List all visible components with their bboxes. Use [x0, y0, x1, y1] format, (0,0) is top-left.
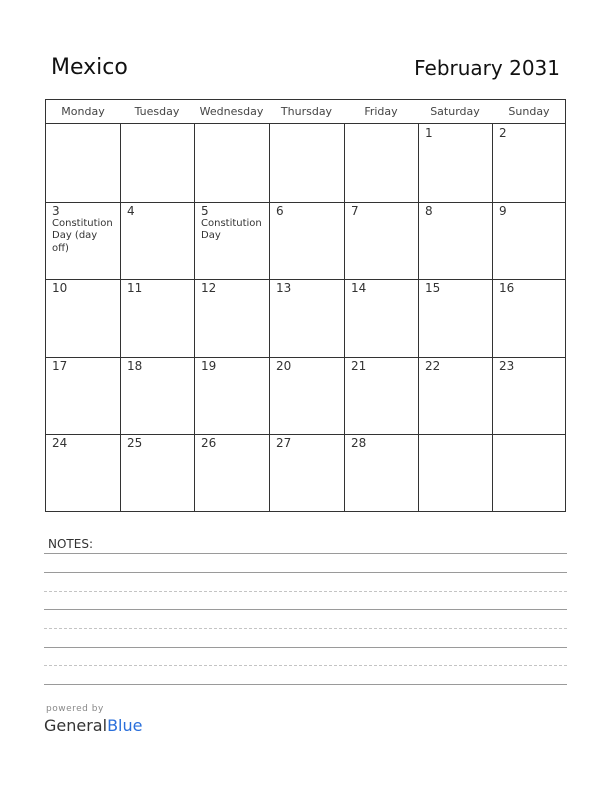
day-cell: [492, 357, 565, 435]
day-cell: [418, 279, 492, 357]
day-number: 7: [351, 203, 359, 218]
weekday-header: Thursday: [280, 105, 333, 118]
day-cell: [344, 434, 418, 512]
notes-label: NOTES:: [48, 537, 93, 551]
day-cell: [344, 202, 418, 280]
notes-line: [44, 572, 567, 573]
week-row: [46, 124, 565, 202]
notes-line: [44, 591, 567, 592]
day-cell: [418, 202, 492, 280]
week-row: [46, 434, 565, 512]
day-cell: [492, 202, 565, 280]
weekday-header: Tuesday: [134, 105, 180, 118]
brand-general: General: [44, 716, 108, 735]
day-number: 20: [276, 358, 292, 373]
day-cell: [46, 434, 120, 512]
day-number: 26: [201, 436, 217, 450]
day-cell: [344, 279, 418, 357]
day-cell: [120, 357, 194, 435]
day-number: 3: [52, 203, 60, 218]
day-number: 18: [127, 358, 143, 373]
day-number: 27: [276, 436, 292, 450]
day-cell: [269, 279, 344, 357]
day-cell: [194, 124, 269, 202]
notes-line: [44, 553, 567, 554]
day-cell: [120, 279, 194, 357]
holiday-note: Constitution Day (day off): [52, 217, 113, 254]
day-cell: [269, 357, 344, 435]
day-number: 4: [127, 203, 135, 218]
week-row: [46, 202, 565, 280]
day-cell: [46, 124, 120, 202]
notes-line: [44, 665, 567, 666]
weekday-header: Saturday: [430, 105, 480, 118]
country-title: Mexico: [51, 55, 128, 80]
day-cell: [269, 124, 344, 202]
day-cell: [194, 434, 269, 512]
day-number: 9: [499, 203, 507, 218]
day-number: 6: [276, 203, 284, 218]
day-number: 19: [201, 358, 217, 373]
day-number: 22: [425, 358, 441, 373]
day-cell: [344, 357, 418, 435]
day-number: 15: [425, 281, 441, 295]
day-cell: [492, 434, 565, 512]
weekday-header: Friday: [364, 105, 398, 118]
day-cell: [418, 124, 492, 202]
day-number: 23: [499, 358, 515, 373]
day-cell: [120, 202, 194, 280]
day-cell: [418, 434, 492, 512]
day-cell: [269, 434, 344, 512]
day-number: 21: [351, 358, 367, 373]
day-cell: [46, 279, 120, 357]
weekday-header: Wednesday: [199, 105, 264, 118]
powered-by-text: powered by: [46, 704, 104, 714]
notes-line: [44, 647, 567, 648]
day-number: 13: [276, 281, 292, 295]
day-number: 28: [351, 436, 367, 450]
day-cell: [120, 124, 194, 202]
day-cell: [492, 279, 565, 357]
day-cell: [194, 279, 269, 357]
day-cell: [120, 434, 194, 512]
weekday-header-row: [46, 100, 565, 124]
day-number: 8: [425, 203, 433, 218]
day-number: 17: [52, 358, 68, 373]
day-cell: [194, 202, 269, 280]
day-cell: [46, 357, 120, 435]
day-number: 24: [52, 436, 68, 450]
day-cell: [46, 202, 120, 280]
day-cell: [418, 357, 492, 435]
day-cell: [492, 124, 565, 202]
notes-line: [44, 609, 567, 610]
day-number: 12: [201, 281, 217, 295]
day-number: 2: [499, 126, 507, 140]
weekday-header: Monday: [61, 105, 105, 118]
generalblue-logo: [44, 716, 142, 735]
day-cell: [194, 357, 269, 435]
day-number: 1: [425, 126, 433, 140]
day-number: 16: [499, 281, 515, 295]
notes-line: [44, 628, 567, 629]
day-number: 11: [127, 281, 143, 295]
day-number: 25: [127, 436, 143, 450]
day-cell: [344, 124, 418, 202]
weekday-header: Sunday: [508, 105, 550, 118]
day-number: 14: [351, 281, 367, 295]
holiday-note: Constitution Day: [201, 217, 262, 241]
calendar-grid: [45, 99, 566, 512]
day-cell: [269, 202, 344, 280]
month-year-title: February 2031: [414, 56, 560, 80]
day-number: 10: [52, 281, 68, 295]
week-row: [46, 279, 565, 357]
brand-blue: Blue: [107, 716, 143, 735]
week-row: [46, 357, 565, 435]
day-number: 5: [201, 203, 209, 218]
notes-line: [44, 684, 567, 685]
